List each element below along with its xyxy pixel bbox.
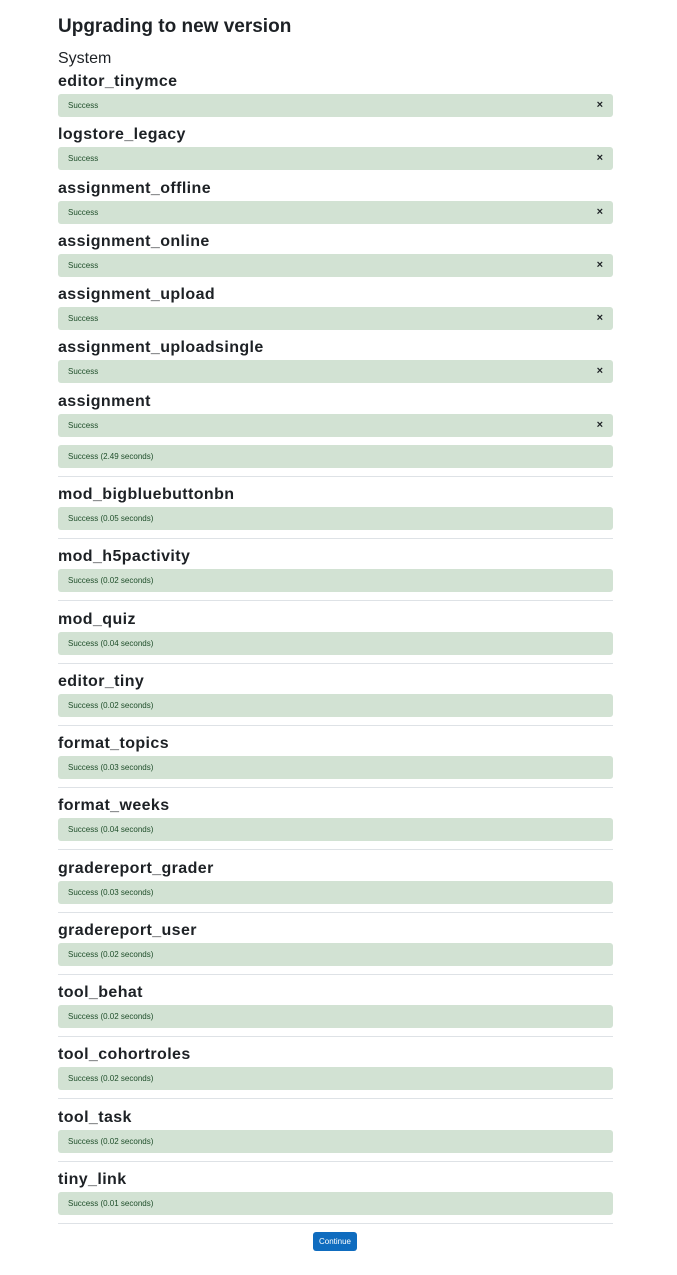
section-divider — [58, 663, 613, 664]
success-alert — [58, 1192, 613, 1215]
plugin-heading: tool_behat — [58, 984, 143, 1001]
plugin-heading: format_topics — [58, 735, 169, 752]
close-icon[interactable]: × — [596, 365, 603, 377]
success-alert — [58, 881, 613, 904]
section-divider — [58, 1036, 613, 1037]
success-alert — [58, 1067, 613, 1090]
success-alert — [58, 94, 613, 117]
success-alert — [58, 756, 613, 779]
alert-message: Success (0.04 seconds) — [68, 825, 154, 834]
section-divider — [58, 787, 613, 788]
success-alert — [58, 632, 613, 655]
plugin-heading: assignment_online — [58, 233, 210, 250]
alert-message: Success (0.01 seconds) — [68, 1199, 154, 1208]
success-alert — [58, 943, 613, 966]
close-icon[interactable]: × — [596, 99, 603, 111]
plugin-heading: editor_tiny — [58, 673, 145, 690]
close-icon[interactable]: × — [596, 152, 603, 164]
alert-message: Success — [68, 314, 99, 323]
alert-message: Success — [68, 421, 99, 430]
alert-message: Success (0.05 seconds) — [68, 514, 154, 523]
plugin-heading: assignment_offline — [58, 180, 212, 197]
success-alert — [58, 307, 613, 330]
plugin-heading: mod_quiz — [58, 611, 136, 628]
alert-message: Success — [68, 101, 99, 110]
success-alert — [58, 1005, 613, 1028]
alert-message: Success (0.02 seconds) — [68, 1074, 154, 1083]
success-alert — [58, 1130, 613, 1153]
section-divider — [58, 974, 613, 975]
system-result-alert — [58, 445, 613, 468]
close-icon[interactable]: × — [596, 259, 603, 271]
alert-message: Success (0.03 seconds) — [68, 888, 154, 897]
alert-message: Success (0.02 seconds) — [68, 576, 154, 585]
success-alert — [58, 360, 613, 383]
success-alert — [58, 201, 613, 224]
section-divider — [58, 1098, 613, 1099]
plugin-heading: editor_tinymce — [58, 73, 178, 90]
section-divider — [58, 1223, 613, 1224]
plugin-heading: mod_bigbluebuttonbn — [58, 486, 235, 503]
plugin-heading: assignment_upload — [58, 286, 216, 303]
alert-message: Success (0.03 seconds) — [68, 763, 154, 772]
section-divider — [58, 538, 613, 539]
section-divider — [58, 476, 613, 477]
success-alert — [58, 254, 613, 277]
success-alert — [58, 569, 613, 592]
section-divider — [58, 725, 613, 726]
alert-message: Success — [68, 367, 99, 376]
plugin-heading: format_weeks — [58, 797, 170, 814]
alert-message: Success (0.02 seconds) — [68, 701, 154, 710]
success-alert — [58, 818, 613, 841]
success-alert — [58, 147, 613, 170]
plugin-heading: assignment_uploadsingle — [58, 339, 264, 356]
plugin-heading: gradereport_user — [58, 922, 197, 939]
section-divider — [58, 600, 613, 601]
plugin-heading: logstore_legacy — [58, 126, 186, 143]
alert-message: Success — [68, 261, 99, 270]
close-icon[interactable]: × — [596, 206, 603, 218]
plugin-heading: mod_h5pactivity — [58, 548, 191, 565]
plugin-heading: tool_task — [58, 1109, 132, 1126]
plugin-heading: assignment — [58, 393, 151, 410]
alert-message: Success (0.02 seconds) — [68, 1137, 154, 1146]
system-section-label: System — [58, 50, 112, 67]
close-icon[interactable]: × — [596, 419, 603, 431]
page-title: Upgrading to new version — [58, 16, 292, 37]
plugin-heading: gradereport_grader — [58, 860, 214, 877]
alert-message: Success — [68, 154, 99, 163]
close-icon[interactable]: × — [596, 312, 603, 324]
success-alert — [58, 414, 613, 437]
plugin-heading: tiny_link — [58, 1171, 127, 1188]
section-divider — [58, 1161, 613, 1162]
continue-button[interactable]: Continue — [313, 1232, 357, 1251]
alert-message: Success (0.02 seconds) — [68, 950, 154, 959]
section-divider — [58, 849, 613, 850]
alert-message: Success (0.02 seconds) — [68, 1012, 154, 1021]
success-alert — [58, 694, 613, 717]
alert-message: Success (2.49 seconds) — [68, 452, 154, 461]
section-divider — [58, 912, 613, 913]
alert-message: Success — [68, 208, 99, 217]
plugin-heading: tool_cohortroles — [58, 1046, 191, 1063]
alert-message: Success (0.04 seconds) — [68, 639, 154, 648]
success-alert — [58, 507, 613, 530]
